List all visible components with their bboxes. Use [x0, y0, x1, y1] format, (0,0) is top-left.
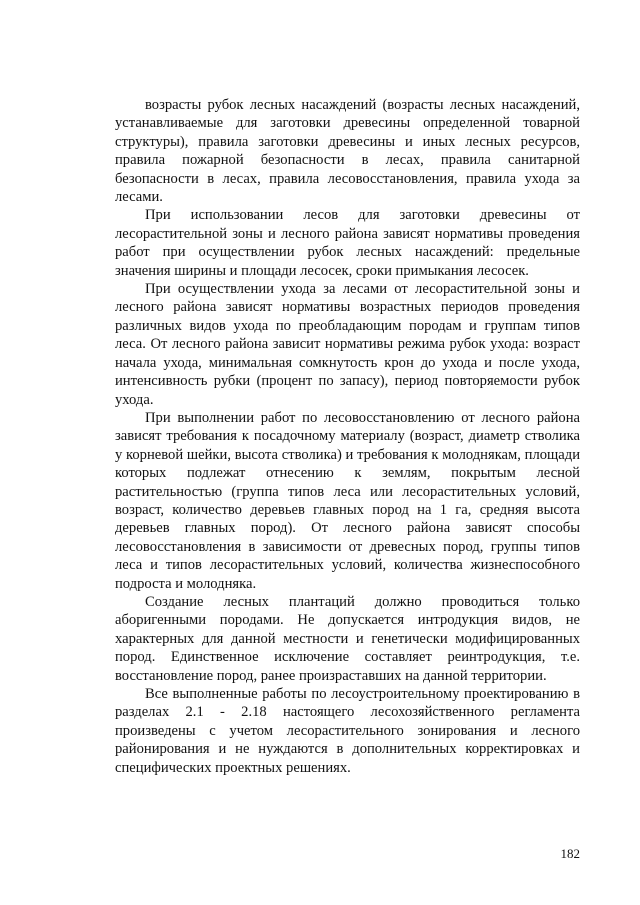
paragraph: Все выполненные работы по лесоустроительному проектированию в разделах 2.1 - 2.18 настоящего лесохозяйственного регламента произведены с учетом лесорастительного зонирования и лесного районирования и не нуждаются в дополнительных корректировках и специфических проектных решениях.	[115, 686, 580, 776]
paragraph: возрасты рубок лесных насаждений (возрасты лесных насаждений, устанавливаемые для заготовки древесины определенной товарной структуры), правила заготовки древесины и иных лесных ресурсов, правила пожарной безопасности в лесах, правила санитарной безопасности в лесах, правила лесовосстановления, правила ухода за лесами.	[115, 97, 580, 206]
body-text	[115, 96, 580, 777]
paragraph: При осуществлении ухода за лесами от лесорастительной зоны и лесного района зависят нормативы возрастных периодов проведения различных видов ухода по преобладающим породам и группам типов леса. От лесного района зависит нормативы режима рубок ухода: возраст начала ухода, минимальная сомкнутость крон до ухода и после ухода, интенсивность рубки (процент по запасу), период повторяемости рубок ухода.	[115, 281, 580, 408]
paragraph: Создание лесных плантаций должно проводиться только аборигенными породами. Не допускается интродукция видов, не характерных для данной местности и генетически модифицированных пород. Единственное исключение составляет реинтродукция, т.е. восстановление пород, ранее произраставших на данной территории.	[115, 593, 580, 684]
paragraph: При выполнении работ по лесовосстановлению от лесного района зависят требования к посадочному материалу (возраст, диаметр стволика у корневой шейки, высота стволика) и требования к молоднякам, площади которых подлежат отнесению к землям, покрытым лесной растительностью (группа типов леса или лесорастительных условий, возраст, количество деревьев главных пород на 1 га, средняя высота деревьев главных пород). От лесного района зависят способы лесовосстановления в зависимости от древесных пород, группы типов леса и типов лесорастительных условий, количества жизнеспособного подроста и молодняка.	[115, 409, 580, 592]
paragraph: При использовании лесов для заготовки древесины от лесорастительной зоны и лесного района зависят нормативы проведения работ при осуществлении рубок лесных насаждений: предельные значения ширины и площади лесосек, сроки примыкания лесосек.	[115, 207, 580, 279]
page-number: 182	[560, 846, 580, 861]
